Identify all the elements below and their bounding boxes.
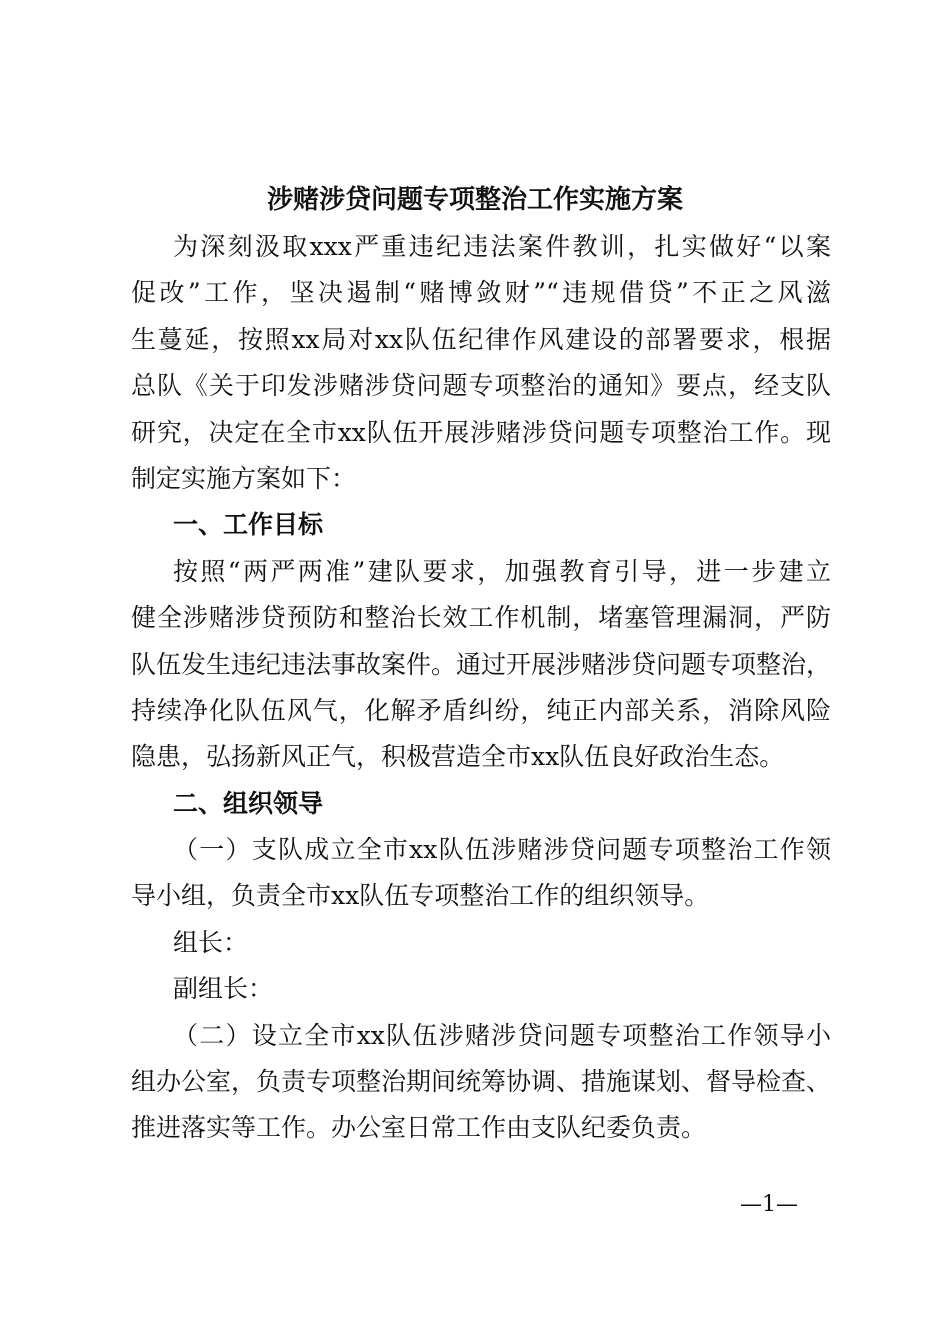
text-line: 健全涉赌涉贷预防和整治长效工作机制，堵塞管理漏洞，严防	[131, 603, 831, 633]
deputy-leader-label: 副组长：	[173, 974, 274, 1004]
text-line: 队伍发生违纪违法事故案件。通过开展涉赌涉贷问题专项整治，	[131, 649, 832, 679]
text-line: 制定实施方案如下：	[131, 463, 357, 493]
text-line: 研究，决定在全市xx队伍开展涉赌涉贷问题专项整治工作。现	[131, 417, 831, 447]
goals-paragraph	[131, 549, 831, 781]
text-line: 按照“两严两准”建队要求，加强教育引导，进一步建立	[173, 556, 831, 586]
leadership-item-1	[131, 827, 831, 920]
text-line: 持续净化队伍风气，化解矛盾纠纷，纯正内部关系，消除风险	[131, 695, 831, 725]
section-heading-goals: 一、工作目标	[173, 510, 324, 540]
page-number: —1—	[740, 1192, 798, 1217]
text-line: 导小组，负责全市xx队伍专项整治工作的组织领导。	[131, 881, 710, 911]
document-body	[131, 224, 831, 1152]
text-line: 为深刻汲取xxx严重违纪违法案件教训，扎实做好“以案	[173, 232, 831, 261]
text-line: 生蔓延，按照xx局对xx队伍纪律作风建设的部署要求，根据	[131, 324, 831, 354]
leadership-item-2	[131, 1013, 831, 1152]
text-line: （二）设立全市xx队伍涉赌涉贷问题专项整治工作领导小	[173, 1020, 831, 1050]
leader-label: 组长：	[173, 927, 249, 957]
text-line: （一）支队成立全市xx队伍涉赌涉贷问题专项整治工作领	[173, 835, 831, 865]
document-title: 涉赌涉贷问题专项整治工作实施方案	[266, 185, 683, 215]
text-line: 隐患，弘扬新风正气，积极营造全市xx队伍良好政治生态。	[131, 742, 785, 772]
text-line: 推进落实等工作。办公室日常工作由支队纪委负责。	[131, 1113, 707, 1143]
text-line: 总队《关于印发涉赌涉贷问题专项整治的通知》要点，经支队	[131, 371, 831, 401]
text-line: 促改”工作，坚决遏制“赌博敛财”“违规借贷”不正之风滋	[131, 278, 831, 308]
intro-paragraph	[131, 224, 831, 502]
text-line: 组办公室，负责专项整治期间统筹协调、措施谋划、督导检查、	[131, 1067, 832, 1097]
section-heading-leadership: 二、组织领导	[173, 788, 324, 818]
